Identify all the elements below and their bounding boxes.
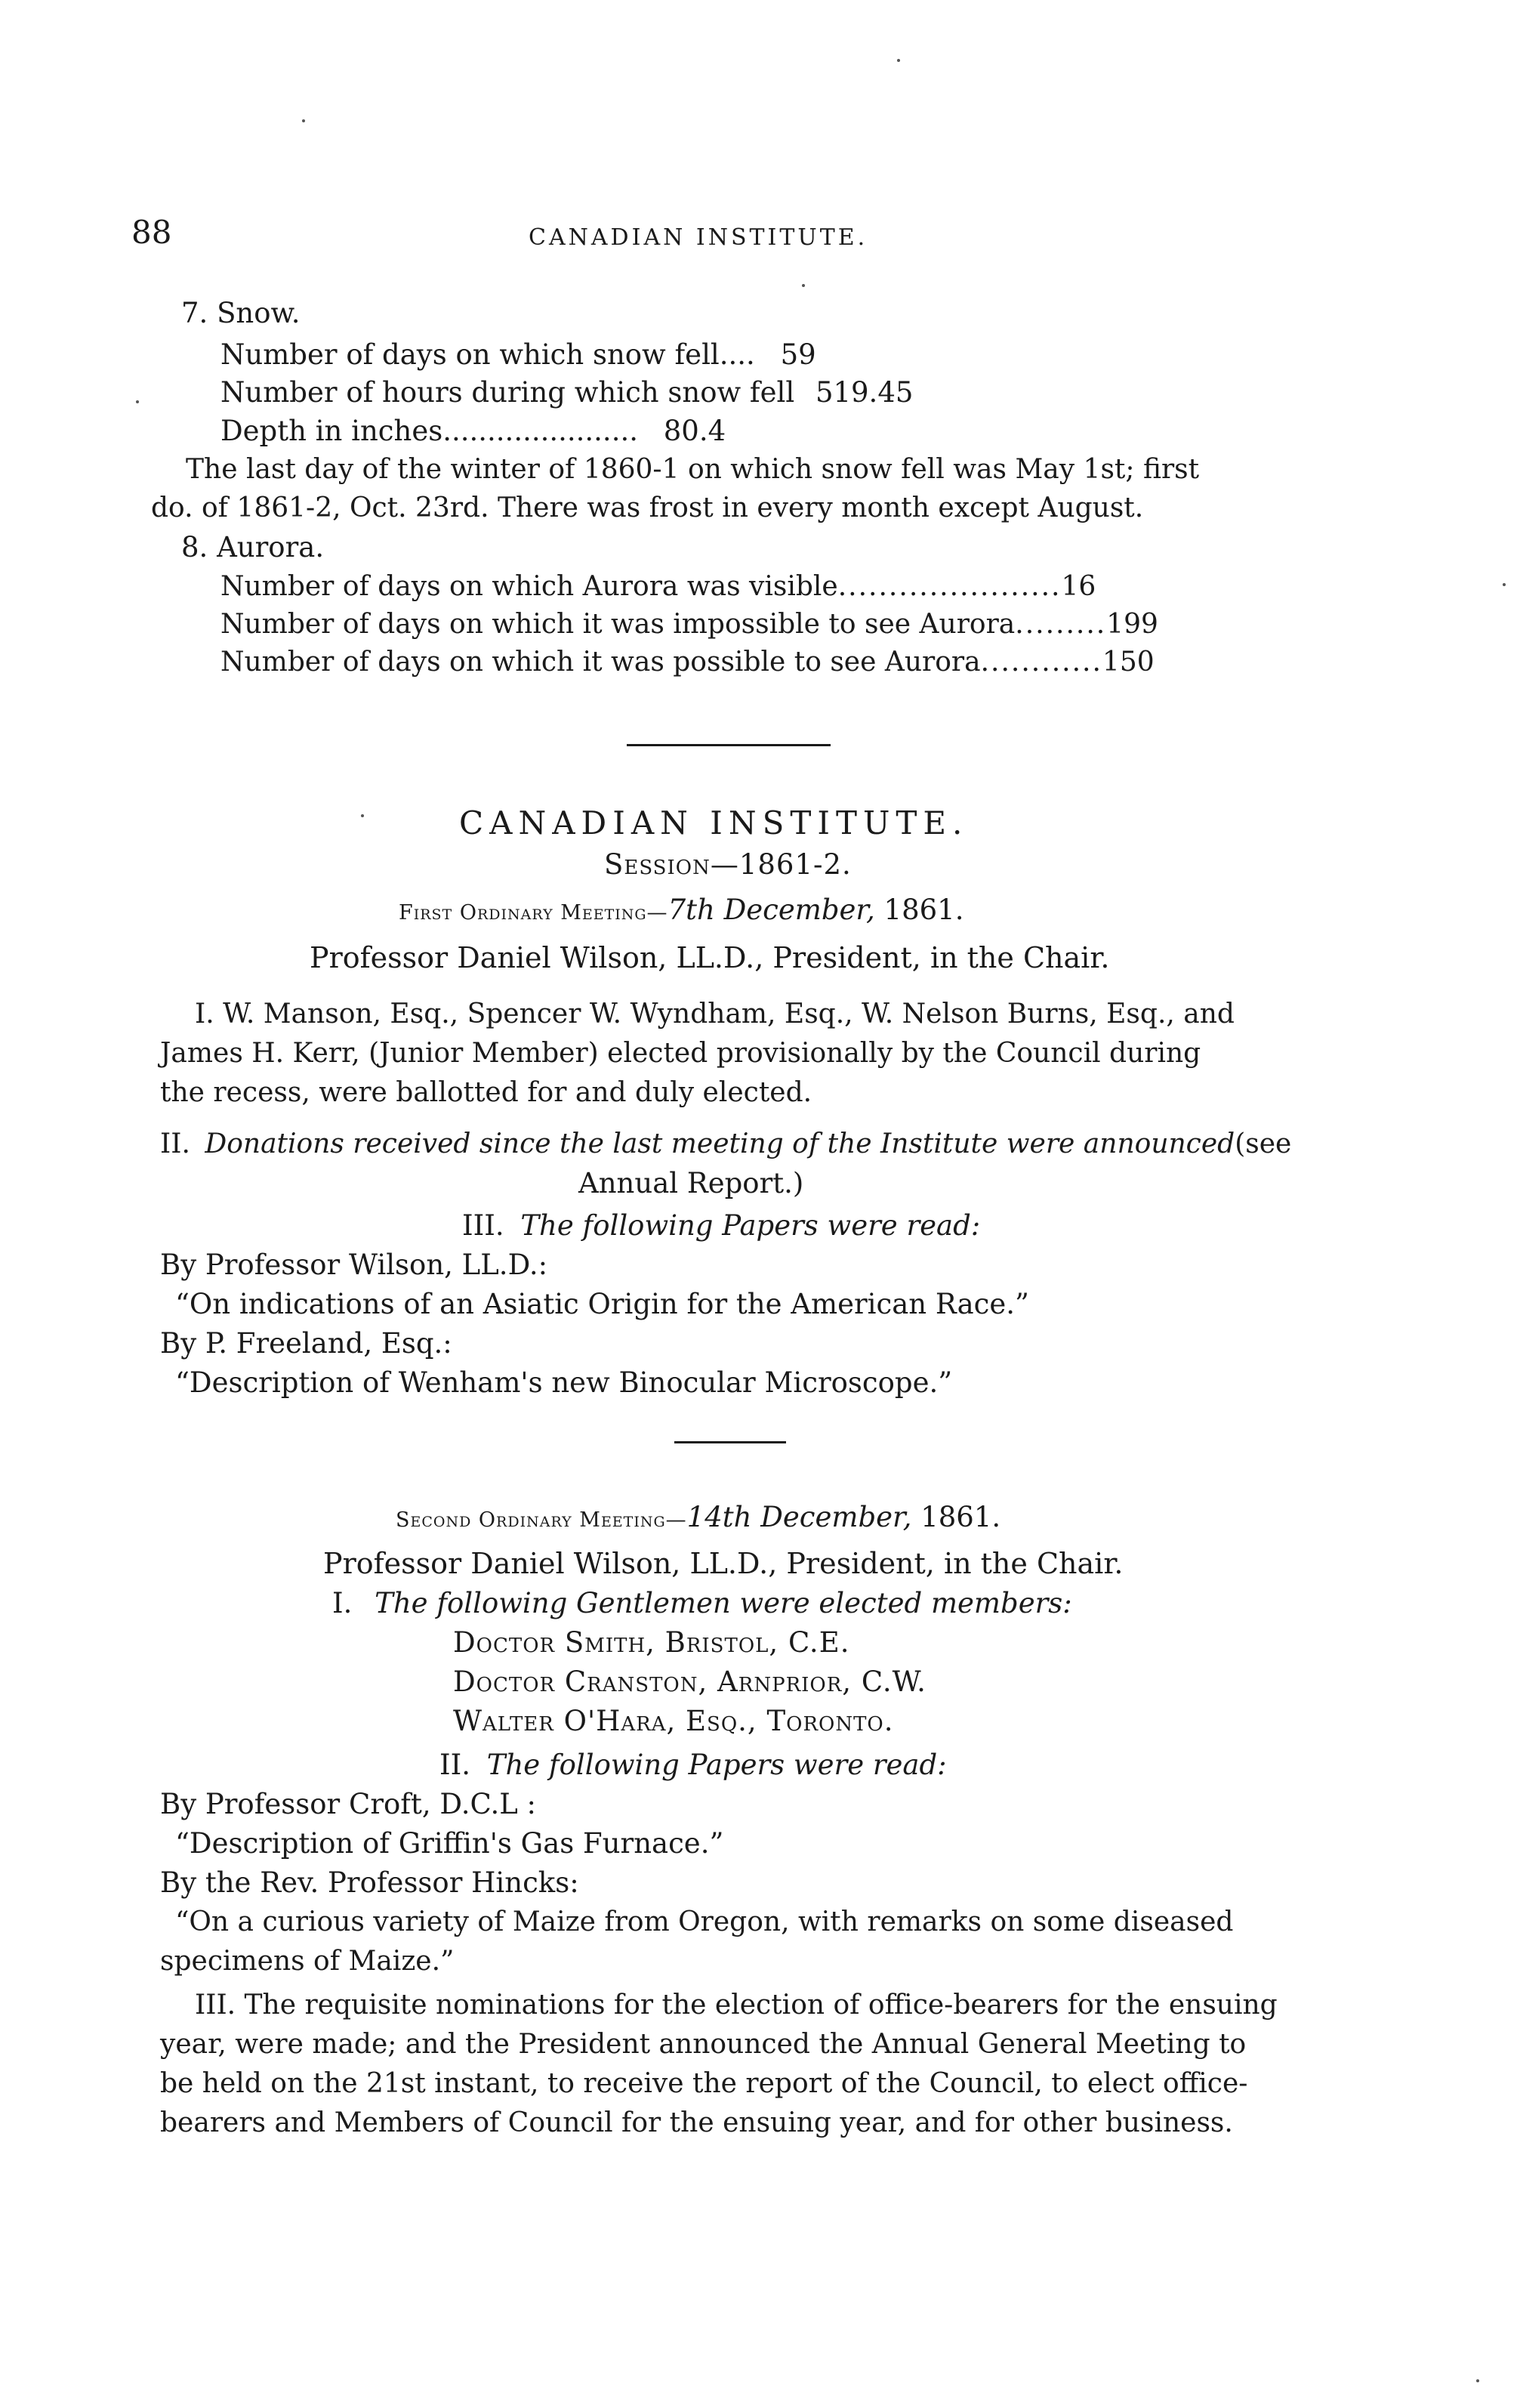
snow-days-row [220,336,816,374]
section-divider [627,744,831,746]
snow-days-value: 59 [780,338,816,371]
papers-read-text: The following Papers were read: [520,1209,981,1242]
paper-author: By the Rev. Professor Hincks: [160,1866,579,1899]
page-number: 88 [131,214,172,251]
snow-depth-row [220,412,726,450]
snow-depth-value: 80.4 [663,415,726,447]
paper-title: “On indications of an Asiatic Origin for the American Race.” [175,1288,1029,1320]
first-item2 [160,1125,1291,1163]
speck [361,814,364,817]
snow-hours-row [220,374,913,412]
paper-author: By P. Freeland, Esq.: [160,1327,452,1360]
running-title: CANADIAN INSTITUTE. [529,224,868,251]
aurora-impossible-row [220,606,1158,644]
paper-author: By Professor Wilson, LL.D.: [160,1249,548,1281]
item-number: III. [462,1209,504,1242]
paper-title: “Description of Griffin's Gas Furnace.” [175,1827,724,1860]
leader-dots: ............ [980,647,1102,678]
item-number: II. [160,1128,190,1159]
meeting-date: 7th December, [668,894,875,926]
aurora-possible-value: 150 [1102,647,1155,678]
second-item3-line: III. The requisite nominations for the election of office-bearers for the ensuing [195,1990,1278,2021]
first-item1-line: the recess, were ballotted for and duly elected. [160,1077,812,1108]
first-item3 [462,1207,980,1245]
second-item3-line: year, were made; and the President announced the Annual General Meeting to [160,2029,1247,2060]
second-item3-line: be held on the 21st instant, to receive the report of the Council, to elect office- [160,2068,1248,2099]
snow-note-line: The last day of the winter of 1860-1 on which snow fell was May 1st; first [186,454,1200,485]
second-item3-line: bearers and Members of Council for the ensuing year, and for other business. [160,2107,1233,2138]
see-text: (see [1235,1128,1292,1159]
aurora-possible-row [220,644,1155,681]
institute-title: CANADIAN INSTITUTE. [459,804,969,841]
aurora-visible-row [220,568,1096,606]
second-meeting-chair: Professor Daniel Wilson, LL.D., President, in the Chair. [323,1547,1124,1580]
speck [302,119,305,122]
paper-title: “Description of Wenham's new Binocular Microscope.” [175,1366,953,1399]
second-item1 [332,1585,1072,1622]
aurora-possible-label: Number of days on which it was possible to see Aurora [220,647,981,678]
section-divider [674,1441,786,1443]
session-line: Session—1861-2. [604,848,852,881]
annual-report-ref: Annual Report.) [578,1167,804,1199]
second-item2 [439,1746,947,1784]
members-elected-text: The following Gentlemen were elected members: [375,1587,1072,1619]
member-entry: Walter O'Hara, Esq., Toronto. [453,1705,894,1737]
first-meeting-heading [399,891,963,932]
papers-read-text: The following Papers were read: [486,1749,947,1781]
speck [136,400,139,403]
snow-hours-value: 519.45 [815,376,914,409]
aurora-impossible-label: Number of days on which it was impossible to see Aurora [220,609,1016,640]
speck [802,284,805,287]
meeting-label: Second Ordinary Meeting— [396,1508,687,1532]
paper-title: “On a curious variety of Maize from Oregon, with remarks on some diseased [175,1906,1234,1937]
snow-days-label: Number of days on which snow fell.... [220,338,755,371]
speck [1476,2379,1479,2382]
first-meeting-chair: Professor Daniel Wilson, LL.D., President, in the Chair. [310,941,1110,974]
leader-dots: ......... [1015,609,1107,640]
item-number: II. [439,1749,470,1781]
meeting-year: 1861. [874,894,964,926]
aurora-impossible-value: 199 [1106,609,1158,640]
first-item1-line: James H. Kerr, (Junior Member) elected provisionally by the Council during [160,1038,1201,1069]
leader-dots: ...................... [837,571,1062,602]
paper-author: By Professor Croft, D.C.L : [160,1788,537,1820]
snow-hours-label: Number of hours during which snow fell [220,376,795,409]
member-entry: Doctor Cranston, Arnprior, C.W. [453,1666,926,1698]
paper-title: specimens of Maize.” [160,1946,455,1977]
aurora-visible-value: 16 [1061,571,1096,602]
snow-heading: 7. Snow. [181,297,301,329]
aurora-heading: 8. Aurora. [181,531,325,563]
meeting-date: 14th December, [686,1501,912,1533]
second-meeting-heading [396,1499,1000,1539]
aurora-visible-label: Number of days on which Aurora was visible [220,571,838,602]
speck [1503,583,1506,586]
snow-depth-label: Depth in inches...................... [220,415,638,447]
speck [897,59,900,62]
first-item1-line: I. W. Manson, Esq., Spencer W. Wyndham, Esq., W. Nelson Burns, Esq., and [195,999,1235,1030]
snow-note-line: do. of 1861-2, Oct. 23rd. There was frost in every month except August. [151,492,1144,523]
member-entry: Doctor Smith, Bristol, C.E. [453,1626,850,1659]
item-number: I. [332,1587,353,1619]
donations-text: Donations received since the last meeting of the Institute were announced [205,1128,1235,1159]
meeting-label: First Ordinary Meeting— [399,901,668,925]
meeting-year: 1861. [911,1501,1001,1533]
